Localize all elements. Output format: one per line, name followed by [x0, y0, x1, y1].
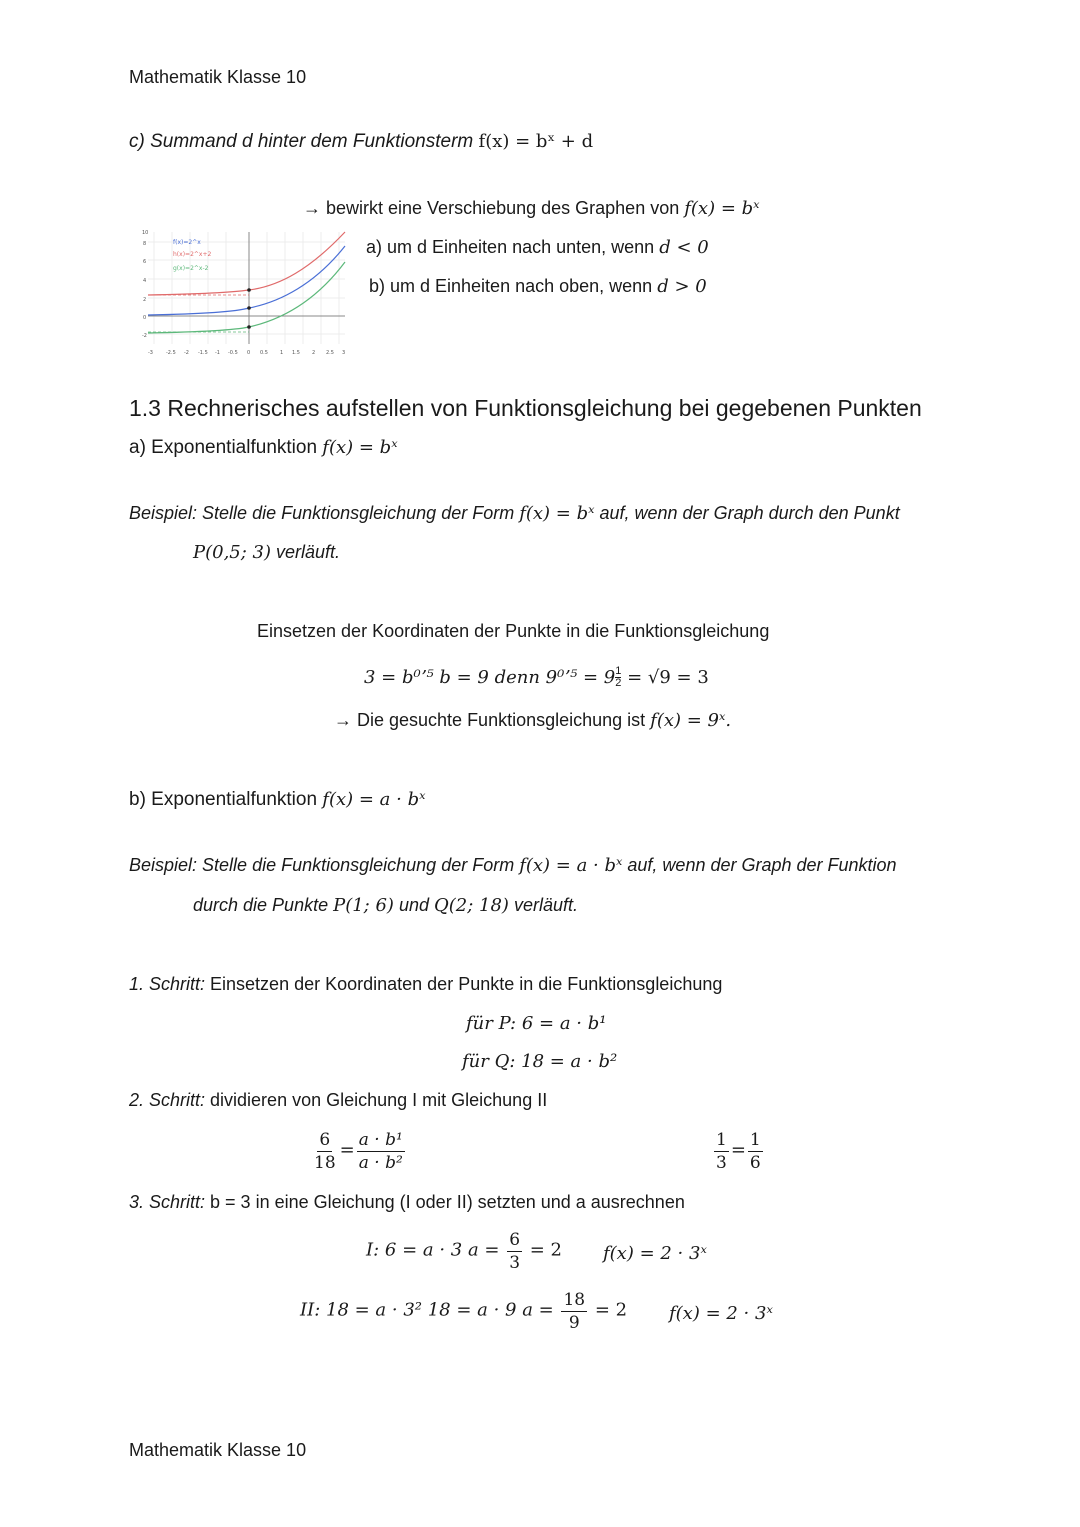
x-tick: 1	[280, 350, 284, 356]
y-tick: 2	[143, 297, 147, 303]
x-tick: 1.5	[292, 350, 300, 356]
page-header: Mathematik Klasse 10	[129, 67, 307, 87]
y-tick: 6	[143, 259, 147, 265]
shift-down-rule: a) um d Einheiten nach unten, wenn d < 0	[366, 237, 709, 258]
equation-i: I: 6 = a · 3 a = $\frac{6}{3}$ = 2	[366, 1230, 563, 1273]
legend-g: g(x)=2^x-2	[173, 265, 209, 272]
example-1-line-2: P(0,5; 3) verläuft.	[193, 542, 341, 563]
equation-ii: II: 18 = a · 3² 18 = a · 9 a = $\frac{18}{9}$ = 2	[300, 1290, 628, 1333]
x-tick: 0.5	[260, 350, 268, 356]
equation-q: für Q: 18 = a · b²	[462, 1051, 618, 1072]
equation-i-result: f(x) = 2 · 3ˣ	[603, 1243, 707, 1264]
section-c-heading: c) Summand d hinter dem Funktionsterm f(x) = bˣ + d	[129, 131, 594, 152]
insert-coordinates-step: Einsetzen der Koordinaten der Punkte in die Funktionsgleichung	[257, 621, 770, 641]
result-line: → Die gesuchte Funktionsgleichung ist f(x) = 9ˣ.	[334, 710, 732, 731]
example-2-line-2: durch die Punkte P(1; 6) und Q(2; 18) verläuft.	[193, 895, 578, 916]
y-tick: -2	[142, 333, 147, 339]
exponential-shift-graph	[140, 224, 356, 366]
division-equation: $\frac{6}{18}$ = $\frac{\text{a · b¹}}{\text{a · b²}}$	[314, 1130, 403, 1173]
shift-up-rule: b) um d Einheiten nach oben, wenn d > 0	[369, 276, 707, 297]
legend-h: h(x)=2^x+2	[173, 251, 212, 258]
section-title: 1.3 Rechnerisches aufstellen von Funktionsgleichung bei gegebenen Punkten	[129, 395, 922, 421]
x-tick: -3	[148, 350, 153, 356]
x-tick: -1.5	[198, 350, 208, 356]
step-3: 3. Schritt: b = 3 in eine Gleichung (I oder II) setzten und a ausrechnen	[129, 1192, 685, 1212]
x-tick: -2	[184, 350, 189, 356]
example-2-line-1: Beispiel: Stelle die Funktionsgleichung der Form f(x) = a · bˣ auf, wenn der Graph der Funktion	[129, 855, 897, 876]
x-tick: -1	[215, 350, 220, 356]
legend-f: f(x)=2^x	[173, 239, 201, 246]
y-tick: 0	[143, 315, 147, 321]
subsection-a-heading: a) Exponentialfunktion f(x) = bˣ	[129, 437, 398, 458]
page-footer: Mathematik Klasse 10	[129, 1440, 307, 1460]
x-tick: 2	[312, 350, 316, 356]
shift-effect-line: → bewirkt eine Verschiebung des Graphen von f(x) = bˣ	[303, 198, 760, 219]
calculation-b: 3 = b⁰ʼ⁵ b = 9 denn 9⁰ʼ⁵ = 9 $\frac{1}{2}$ = √9 = 3	[364, 665, 709, 689]
y-tick: 8	[143, 241, 147, 247]
x-tick: 3	[342, 350, 346, 356]
step-1: 1. Schritt: Einsetzen der Koordinaten der Punkte in die Funktionsgleichung	[129, 974, 723, 994]
step-2: 2. Schritt: dividieren von Gleichung I mit Gleichung II	[129, 1090, 548, 1110]
x-tick: -0.5	[228, 350, 238, 356]
x-tick: 0	[247, 350, 251, 356]
subsection-b-heading: b) Exponentialfunktion f(x) = a · bˣ	[129, 789, 426, 810]
y-tick: 4	[143, 278, 147, 284]
y-tick: 10	[142, 230, 149, 236]
example-1-line-1: Beispiel: Stelle die Funktionsgleichung der Form f(x) = bˣ auf, wenn der Graph durch den Punkt	[129, 503, 900, 524]
division-result: $\frac{1}{3}$ = $\frac{1}{6}$	[716, 1130, 761, 1173]
x-tick: 2.5	[326, 350, 334, 356]
equation-p: für P: 6 = a · b¹	[466, 1013, 607, 1034]
x-tick: -2.5	[166, 350, 176, 356]
equation-ii-result: f(x) = 2 · 3ˣ	[669, 1303, 773, 1324]
